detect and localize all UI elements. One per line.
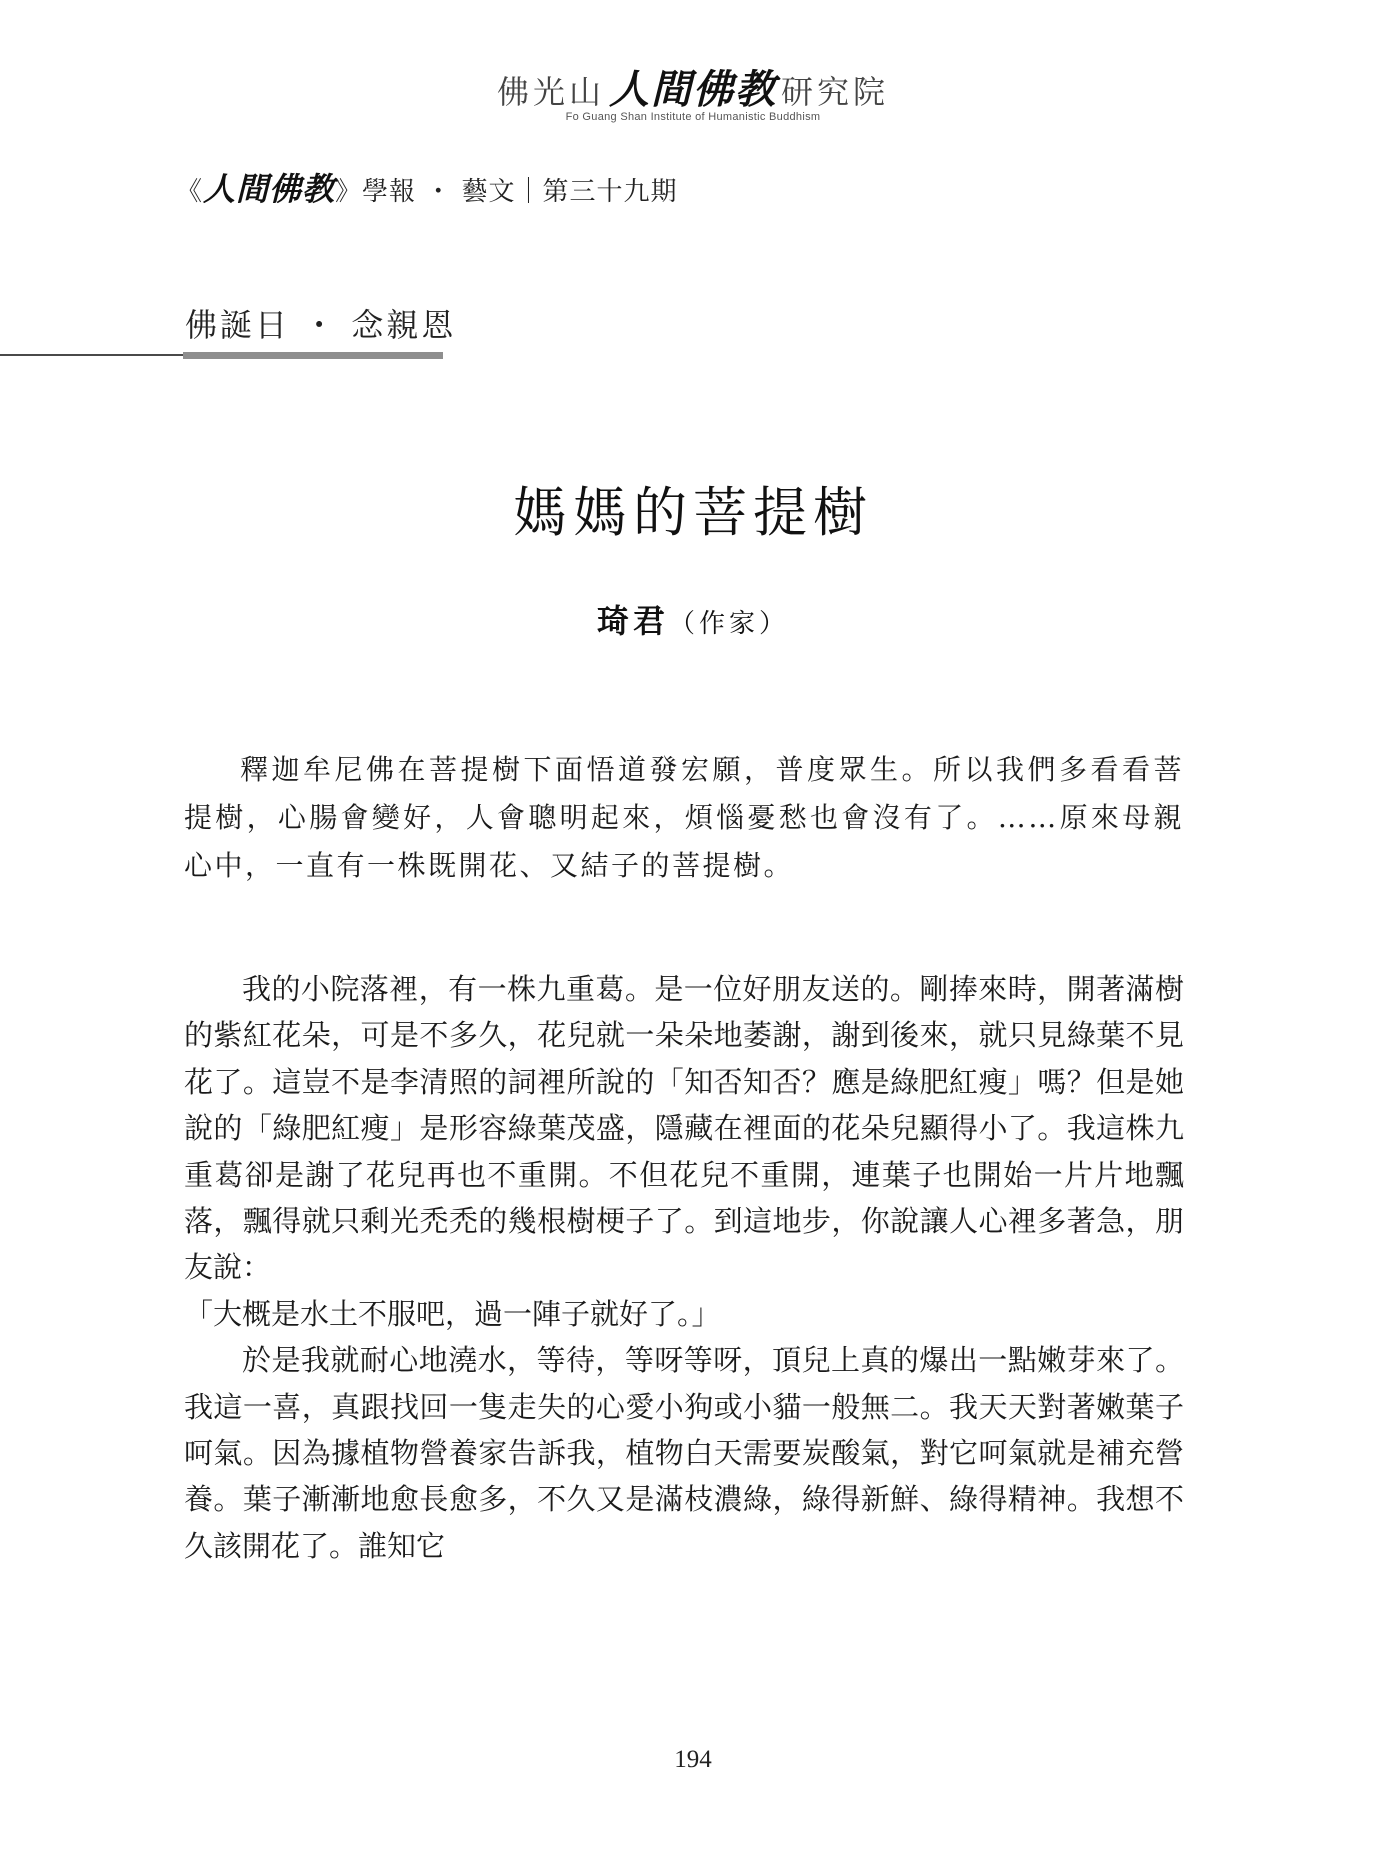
- section-heading: 佛誕日 ・ 念親恩: [185, 306, 457, 344]
- institute-name: [0, 58, 1386, 115]
- article-byline: [0, 596, 1386, 642]
- page-number: 194: [674, 1746, 712, 1773]
- article-title: 媽媽的菩提樹: [513, 481, 873, 544]
- abstract-text: 釋迦牟尼佛在菩提樹下面悟道發宏願，普度眾生。所以我們多看看菩提樹，心腸會變好，人會聰明起來，煩惱憂愁也會沒有了。……原來母親心中，一直有一株既開花、又結子的菩提樹。: [184, 753, 1184, 882]
- institute-brand-logo: 人間佛教: [609, 66, 777, 113]
- institute-prefix: 佛光山: [496, 73, 605, 111]
- author-name: 琦君: [596, 602, 669, 640]
- institute-english-name: Fo Guang Shan Institute of Humanistic Buddhism: [565, 111, 821, 123]
- journal-open: 《: [176, 177, 204, 207]
- author-role: （作家）: [669, 609, 790, 639]
- journal-brand: 人間佛教: [203, 170, 336, 208]
- body-paragraph: 於是我就耐心地澆水，等待，等呀等呀，頂兒上真的爆出一點嫩芽來了。我這一喜，真跟找回一隻走失的心愛小狗或小貓一般無二。我天天對著嫩葉子呵氣。因為據植物營養家告訴我，植物白天需要炭酸氣，對它呵氣就是補充營養。葉子漸漸地愈長愈多，不久又是滿枝濃綠，綠得新鮮、綠得精神。我想不久該開花了。誰知它: [184, 1343, 1184, 1563]
- body-paragraph: 我的小院落裡，有一株九重葛。是一位好朋友送的。剛捧來時，開著滿樹的紫紅花朵，可是不多久，花兒就一朵朵地萎謝，謝到後來，就只見綠葉不見花了。這豈不是李清照的詞裡所說的「知否知否？應是綠肥紅瘦」嗎？但是她說的「綠肥紅瘦」是形容綠葉茂盛，隱藏在裡面的花朵兒顯得小了。我這株九重葛卻是謝了花兒再也不重開。不但花兒不重開，連葉子也開始一片片地飄落，飄得就只剩光禿禿的幾根樹梗子了。到這地步，你說讓人心裡多著急，朋友說：: [184, 972, 1184, 1285]
- body-paragraph-quote: 「大概是水土不服吧，過一陣子就好了。」: [184, 1296, 721, 1331]
- institute-suffix: 研究院: [781, 73, 890, 111]
- section-underline: [183, 352, 443, 359]
- journal-running-head: [176, 164, 678, 210]
- article-body: [184, 966, 1184, 1569]
- institute-header: [0, 58, 1386, 115]
- journal-issue: 》學報 ・ 藝文｜第三十九期: [335, 177, 678, 207]
- article-abstract: [184, 746, 1184, 890]
